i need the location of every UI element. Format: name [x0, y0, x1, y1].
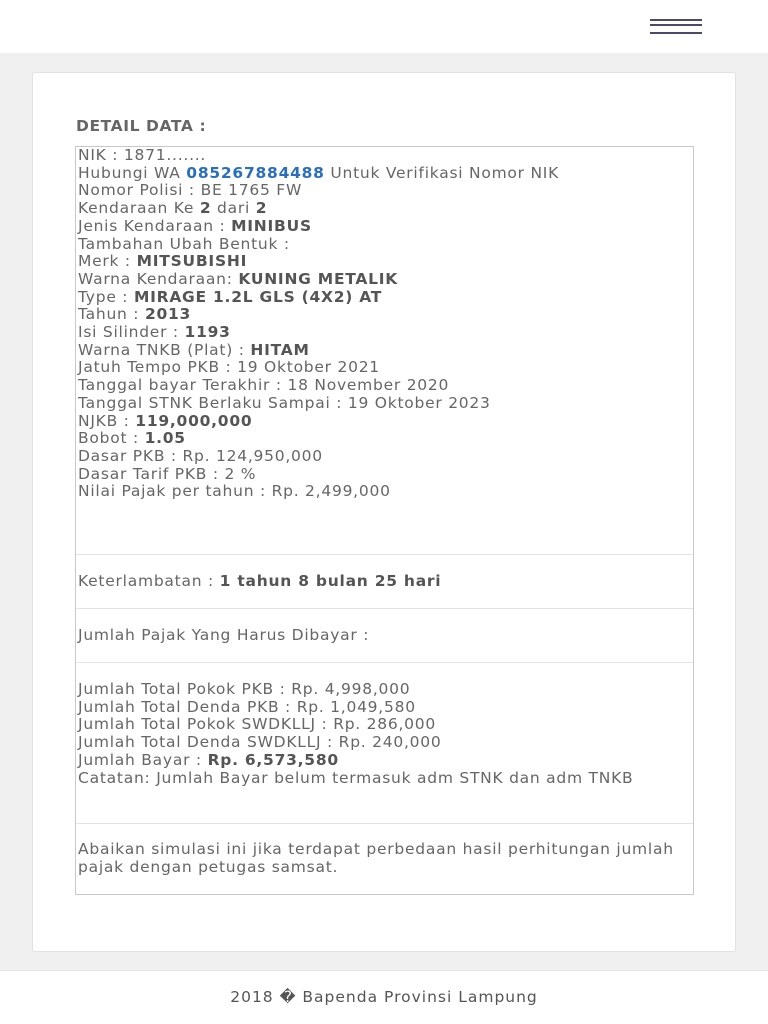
hamburger-line [650, 19, 702, 21]
disclaimer-section [76, 841, 693, 876]
warna-row: Warna Kendaraan: KUNING METALIK [78, 269, 399, 288]
keterlambatan-value: 1 tahun 8 bulan 25 hari [219, 572, 442, 590]
hamburger-line [650, 32, 702, 34]
wa-row: Hubungi WA 085267884488 Untuk Verifikasi Nomor NIK [78, 163, 560, 182]
bobot-row: Bobot : 1.05 [78, 429, 186, 448]
keterlambatan-section [76, 573, 693, 591]
jenis-row: Jenis Kendaraan : MINIBUS [78, 216, 312, 235]
type-row: Type : MIRAGE 1.2L GLS (4X2) AT [78, 287, 383, 306]
divider [76, 662, 693, 663]
type-value: MIRAGE 1.2L GLS (4X2) AT [133, 287, 383, 306]
denda-pkb-row: Jumlah Total Denda PKB : Rp. 1,049,580 [78, 697, 416, 716]
tnkb-row: Warna TNKB (Plat) : HITAM [78, 340, 310, 359]
bobot-value: 1.05 [144, 429, 186, 448]
stnk-berlaku-row: Tanggal STNK Berlaku Sampai : 19 Oktober 2023 [78, 393, 491, 412]
nopol-value: BE 1765 FW [200, 181, 303, 200]
wa-number-link[interactable]: 085267884488 [186, 163, 325, 182]
footer-copyright: 2018 � Bapenda Provinsi Lampung [230, 988, 538, 1006]
divider [76, 823, 693, 824]
tambahan-row: Tambahan Ubah Bentuk : [78, 234, 290, 253]
hamburger-menu-icon[interactable] [650, 17, 702, 37]
jumlah-pajak-heading: Jumlah Pajak Yang Harus Dibayar : [78, 626, 370, 644]
nilai-pajak-row: Nilai Pajak per tahun : Rp. 2,499,000 [78, 482, 391, 501]
silinder-row: Isi Silinder : 1193 [78, 323, 231, 342]
detail-card [32, 72, 736, 952]
catatan-row: Catatan: Jumlah Bayar belum termasuk adm STNK dan adm TNKB [78, 768, 634, 787]
denda-swdkllj-row: Jumlah Total Denda SWDKLLJ : Rp. 240,000 [78, 733, 442, 752]
disclaimer-text: Abaikan simulasi ini jika terdapat perbedaan hasil perhitungan jumlah pajak dengan petugas samsat. [78, 840, 674, 876]
merk-row: Merk : MITSUBISHI [78, 252, 248, 271]
njkb-value: 119,000,000 [135, 411, 253, 430]
detail-heading: DETAIL DATA : [76, 117, 207, 135]
nopol-row: Nomor Polisi : BE 1765 FW [78, 181, 303, 200]
silinder-value: 1193 [184, 323, 231, 342]
njkb-row: NJKB : 119,000,000 [78, 411, 253, 430]
jenis-value: MINIBUS [231, 216, 312, 235]
tnkb-value: HITAM [250, 340, 310, 359]
vehicle-detail-section [76, 147, 693, 501]
footer [0, 970, 768, 1024]
dasar-pkb-row: Dasar PKB : Rp. 124,950,000 [78, 446, 323, 465]
jumlah-bayar-row: Jumlah Bayar : Rp. 6,573,580 [78, 750, 339, 769]
hamburger-line [650, 24, 702, 26]
pokok-pkb-row: Jumlah Total Pokok PKB : Rp. 4,998,000 [78, 680, 411, 698]
warna-value: KUNING METALIK [238, 269, 399, 288]
detail-table [75, 146, 694, 895]
divider [76, 554, 693, 555]
keterlambatan-row: Keterlambatan : 1 tahun 8 bulan 25 hari [78, 572, 442, 590]
nik-value: 1871....... [123, 146, 207, 164]
top-navbar [0, 0, 768, 53]
kendaraan-ke-row: Kendaraan Ke 2 dari 2 [78, 199, 268, 218]
jumlah-pajak-section [76, 627, 693, 645]
nik-row: NIK : 1871....... [78, 146, 207, 164]
jumlah-bayar-value: Rp. 6,573,580 [207, 750, 339, 769]
divider [76, 608, 693, 609]
merk-value: MITSUBISHI [136, 252, 248, 271]
pokok-swdkllj-row: Jumlah Total Pokok SWDKLLJ : Rp. 286,000 [78, 715, 437, 734]
tanggal-bayar-row: Tanggal bayar Terakhir : 18 November 2020 [78, 376, 450, 395]
dasar-tarif-row: Dasar Tarif PKB : 2 % [78, 464, 257, 483]
tahun-row: Tahun : 2013 [78, 305, 192, 324]
totals-section [76, 681, 693, 787]
jatuh-tempo-row: Jatuh Tempo PKB : 19 Oktober 2021 [78, 358, 380, 377]
tahun-value: 2013 [144, 305, 192, 324]
